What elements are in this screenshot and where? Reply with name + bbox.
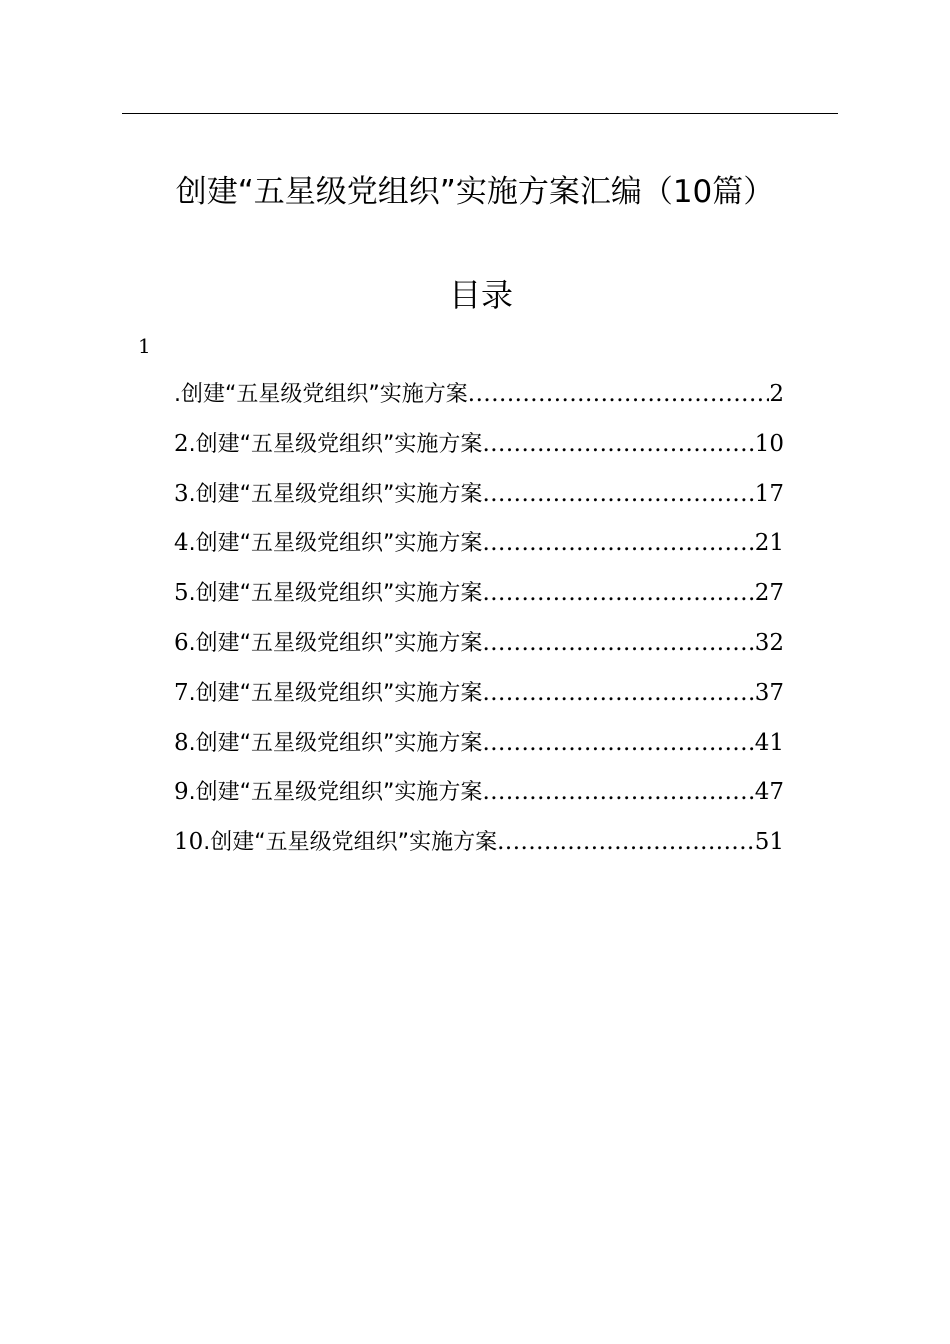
toc-entry-label <box>174 627 482 660</box>
toc-page-number: 2 <box>769 381 784 407</box>
toc-entry-text: .创建“五星级党组织”实施方案 <box>203 830 498 856</box>
toc-dot-leader <box>482 478 754 510</box>
toc-entry-label <box>174 478 482 511</box>
toc-page-number: 51 <box>754 829 784 856</box>
toc-entry-8[interactable] <box>174 727 784 777</box>
toc-dot-leader <box>482 627 754 659</box>
toc-dot-leader <box>497 826 755 858</box>
toc-page-number: 37 <box>754 679 784 706</box>
toc-entry-number: 7 <box>174 679 189 706</box>
toc-heading: 目录 <box>448 276 513 314</box>
toc-entry-label <box>174 776 482 809</box>
toc-dot-leader <box>482 577 754 609</box>
toc-page-number: 21 <box>754 530 784 557</box>
toc-entry-10[interactable] <box>174 826 784 876</box>
toc-entry-label <box>174 378 468 411</box>
toc-entry-2[interactable] <box>174 428 784 478</box>
header-rule <box>122 113 838 114</box>
toc-entry-text: .创建“五星级党组织”实施方案 <box>188 481 483 507</box>
toc-entry-1[interactable] <box>174 378 784 428</box>
toc-entry-label <box>174 428 482 461</box>
document-title: 创建“五星级党组织”实施方案汇编（10篇） <box>175 174 775 210</box>
toc-page-number: 47 <box>754 779 784 806</box>
toc-entry-text: .创建“五星级党组织”实施方案 <box>188 730 483 756</box>
toc-entry-text: .创建“五星级党组织”实施方案 <box>174 382 468 407</box>
toc-entry-number: 8 <box>174 729 189 756</box>
toc-entry-number: 6 <box>174 629 189 656</box>
toc-page-number: 27 <box>754 580 784 607</box>
toc-page-number: 10 <box>754 430 784 457</box>
toc-entry-text: .创建“五星级党组织”实施方案 <box>188 531 483 557</box>
toc-dot-leader <box>482 428 754 460</box>
toc-entry-text: .创建“五星级党组织”实施方案 <box>188 581 483 607</box>
toc-entry-4[interactable] <box>174 527 784 577</box>
toc-entry-5[interactable] <box>174 577 784 627</box>
toc-entry-number: 4 <box>174 530 189 557</box>
toc-entry-text: .创建“五星级党组织”实施方案 <box>188 680 483 706</box>
toc-page-number: 32 <box>754 629 784 656</box>
toc-dot-leader <box>468 378 770 410</box>
toc-dot-leader <box>482 527 754 559</box>
toc-entry-number: 3 <box>174 480 189 507</box>
toc-entry-label <box>174 677 482 710</box>
orphan-entry-number: 1 <box>138 334 151 358</box>
toc-dot-leader <box>482 776 754 808</box>
toc-entry-3[interactable] <box>174 478 784 528</box>
toc-entry-text: .创建“五星级党组织”实施方案 <box>188 780 483 806</box>
toc-entry-label <box>174 826 497 859</box>
toc-entry-text: .创建“五星级党组织”实施方案 <box>188 431 483 457</box>
toc-entry-6[interactable] <box>174 627 784 677</box>
toc-entry-label <box>174 577 482 610</box>
toc-entry-label <box>174 527 482 560</box>
toc-page-number: 41 <box>754 729 784 756</box>
toc-entry-7[interactable] <box>174 677 784 727</box>
toc-dot-leader <box>482 727 754 759</box>
table-of-contents <box>174 378 784 876</box>
toc-entry-label <box>174 727 482 760</box>
toc-entry-9[interactable] <box>174 776 784 826</box>
toc-page-number: 17 <box>754 480 784 507</box>
toc-entry-text: .创建“五星级党组织”实施方案 <box>188 630 483 656</box>
toc-entry-number: 2 <box>174 430 189 457</box>
toc-entry-number: 10 <box>174 829 204 856</box>
toc-dot-leader <box>482 677 754 709</box>
toc-entry-number: 9 <box>174 779 189 806</box>
toc-entry-number: 5 <box>174 580 189 607</box>
